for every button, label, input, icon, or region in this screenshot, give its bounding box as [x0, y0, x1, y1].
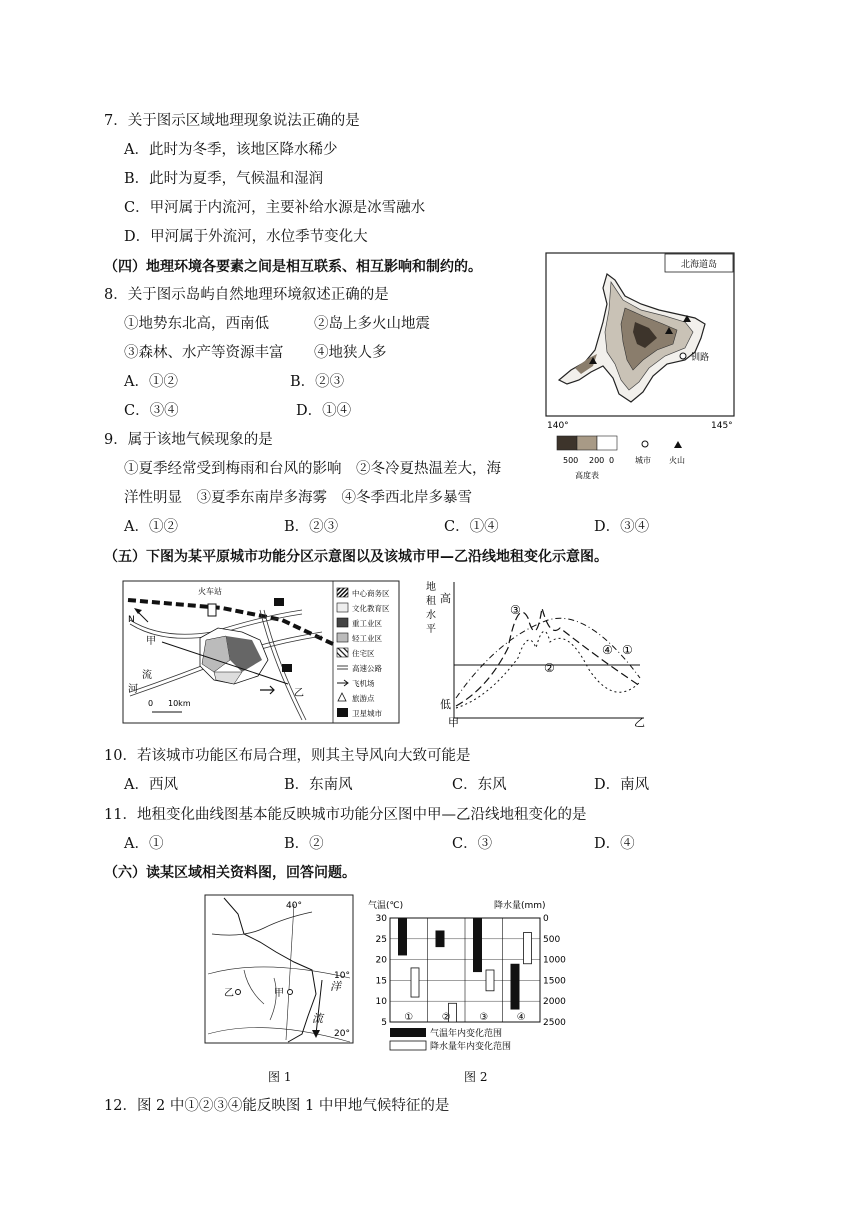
figure-2-caption: 图 2: [464, 1070, 488, 1084]
city-legend-label-6: 飞机场: [352, 679, 375, 688]
hokkaido-map-title: 北海道岛: [680, 260, 718, 270]
q11-option-d: D．④: [594, 836, 635, 852]
scale-km: 10km: [168, 699, 191, 708]
q8-statement-2: ②岛上多火山地震: [314, 316, 430, 332]
q7-option-a: A．此时为冬季，该地区降水稀少: [124, 142, 338, 158]
rent-ylabel-4: 平: [426, 624, 436, 635]
fig2-temp-tick-5: 5: [381, 1018, 387, 1028]
city-legend-label-4: 住宅区: [352, 649, 375, 658]
q9-stem: 9．属于该地气候现象的是: [104, 432, 273, 448]
fig2-temp-tick-4: 10: [375, 997, 387, 1008]
figure-1-caption: 图 1: [268, 1070, 292, 1084]
hokkaido-lon-left: 140°: [547, 421, 569, 431]
north-label: N: [128, 615, 135, 625]
fig2-temp-range-4: [511, 964, 520, 1010]
q11-stem: 11．地租变化曲线图基本能反映城市功能分区图中甲—乙沿线地租变化的是: [104, 807, 587, 823]
q7-option-d: D．甲河属于外流河，水位季节变化大: [124, 229, 368, 245]
q8-option-b: B．②③: [290, 374, 345, 390]
fig1-lat20: 20°: [334, 1029, 350, 1039]
fig2-station-label-3: ③: [479, 1012, 489, 1023]
q10-option-d: D．南风: [594, 777, 650, 793]
fig2-temp-range-1: [398, 918, 407, 955]
fig2-legend-temp: 气温年内变化范围: [430, 1029, 503, 1039]
q11-option-b: B．②: [284, 836, 324, 852]
q9-option-c: C．①④: [444, 519, 499, 535]
map-yi-label: 乙: [294, 688, 304, 699]
q10-option-c: C．东风: [452, 777, 507, 793]
city-legend-swatch-0: [337, 588, 348, 597]
fig1-yi: 乙: [224, 988, 234, 999]
q8-option-c: C．③④: [124, 403, 179, 419]
map-jia-label: 甲: [146, 636, 156, 647]
rent-x-end: 乙: [634, 716, 645, 729]
q12-stem: 12．图 2 中①②③④能反映图 1 中甲地气候特征的是: [104, 1098, 450, 1114]
fig2-temp-range-2: [436, 930, 445, 947]
q10-stem: 10．若该城市功能区布局合理，则其主导风向大致可能是: [104, 748, 471, 764]
section-5-heading: （五）下图为某平原城市功能分区示意图以及该城市甲—乙沿线地租变化示意图。: [104, 549, 608, 565]
q9-option-b: B．②③: [284, 519, 339, 535]
city-legend-label-2: 重工业区: [352, 619, 382, 628]
fig2-temp-label: 气温(℃): [368, 901, 404, 911]
fig2-temp-tick-3: 15: [375, 976, 387, 987]
city-legend-label-5: 高速公路: [352, 664, 382, 673]
rent-curve-label-2: ②: [544, 661, 555, 675]
city-legend-label-1: 文化教育区: [352, 604, 390, 613]
fig2-precip-label: 降水量(mm): [494, 901, 546, 911]
q11-option-c: C．③: [452, 836, 493, 852]
fig2-precip-tick-4: 2000: [543, 997, 566, 1008]
q11-option-a: A．①: [124, 836, 164, 852]
q9-statement-line1: ①夏季经常受到梅雨和台风的影响 ②冬冷夏热温差大，海: [124, 461, 501, 477]
fig2-temp-tick-1: 25: [375, 934, 387, 945]
fig2-precip-tick-5: 2500: [543, 1018, 566, 1028]
q7-option-c: C．甲河属于内流河，主要补给水源是冰雪融水: [124, 200, 426, 216]
q8-statement-4: ④地狭人多: [314, 345, 387, 361]
q8-option-d: D．①④: [296, 403, 352, 419]
satellite-town-icon-2: [282, 664, 292, 672]
rent-x-start: 甲: [448, 716, 459, 729]
hokkaido-legend-0: 0: [609, 456, 615, 465]
hokkaido-city-label: 钏路: [691, 353, 710, 363]
river-label-1: 流: [142, 670, 152, 681]
fig2-temp-range-3: [473, 918, 482, 972]
section-4-heading: （四）地理环境各要素之间是相互联系、相互影响和制约的。: [104, 259, 482, 275]
station-label: 火车站: [198, 587, 222, 596]
fig2-precip-tick-3: 1500: [543, 976, 566, 987]
figure-1-map: [204, 894, 354, 1044]
city-zone-map: [122, 580, 400, 724]
q9-option-a: A．①②: [124, 519, 178, 535]
fig2-station-label-2: ②: [441, 1012, 451, 1023]
city-symbol-icon: [642, 441, 648, 447]
q7-option-b: B．此时为夏季，气候温和湿润: [124, 171, 324, 187]
q10-option-b: B．东南风: [284, 777, 353, 793]
city-legend-swatch-1: [337, 603, 348, 612]
city-legend-label-0: 中心商务区: [352, 589, 390, 598]
fig1-jia: 甲: [274, 988, 284, 999]
hokkaido-legend-city: 城市: [635, 456, 651, 465]
city-legend-label-3: 轻工业区: [352, 634, 382, 643]
hokkaido-lon-right: 145°: [711, 421, 733, 431]
rent-high-label: 高: [440, 592, 451, 605]
city-legend-label-8: 卫星城市: [352, 709, 382, 718]
satellite-town-icon: [274, 598, 284, 606]
fig2-precip-range-4: [524, 933, 532, 964]
rent-ylabel-2: 租: [426, 596, 436, 607]
fig2-precip-range-1: [411, 968, 419, 997]
figure-2-chart: [366, 898, 566, 1058]
q8-statement-3: ③森林、水产等资源丰富: [124, 345, 284, 361]
fig2-precip-range-3: [486, 970, 494, 991]
hokkaido-legend-volcano: 火山: [669, 456, 685, 465]
q8-stem: 8．关于图示岛屿自然地理环境叙述正确的是: [104, 287, 389, 303]
q8-statement-1: ①地势东北高，西南低: [124, 316, 269, 332]
rent-ylabel-3: 水: [426, 610, 436, 621]
scale-zero: 0: [148, 699, 154, 708]
hokkaido-legend-200: 200: [589, 456, 605, 465]
q8-option-a: A．①②: [124, 374, 178, 390]
hokkaido-map: [545, 252, 735, 487]
rent-curve-3: [456, 608, 640, 706]
q9-option-d: D．③④: [594, 519, 650, 535]
satellite-town-legend-icon: [337, 708, 348, 717]
fig1-lat40: 40°: [286, 901, 302, 911]
city-legend-swatch-2: [337, 618, 348, 627]
rent-low-label: 低: [440, 698, 451, 711]
rent-curve-label-4: ④: [602, 643, 613, 657]
fig2-legend-precip: 降水量年内变化范围: [430, 1042, 512, 1052]
fig2-precip-tick-1: 500: [543, 934, 561, 945]
rent-ylabel-1: 地: [426, 582, 436, 593]
rent-curve-1: [456, 618, 640, 698]
city-legend-swatch-3: [337, 633, 348, 642]
hokkaido-legend-500: 500: [563, 456, 579, 465]
q9-statement-line2: 洋性明显 ③夏季东南岸多海雾 ④冬季西北岸多暴雪: [124, 490, 472, 506]
q10-option-a: A．西风: [124, 777, 178, 793]
city-legend-label-7: 旅游点: [352, 694, 375, 703]
volcano-symbol-icon: [674, 441, 682, 448]
fig2-station-label-1: ①: [404, 1012, 414, 1023]
river-label-2: 河: [128, 684, 138, 695]
rent-curve-label-1: ①: [622, 643, 633, 657]
city-legend-swatch-4: [337, 648, 348, 657]
fig1-liu: 流: [312, 1012, 323, 1025]
hokkaido-legend-height: 高度表: [575, 471, 599, 480]
q7-stem: 7．关于图示区域地理现象说法正确的是: [104, 113, 360, 129]
fig2-temp-tick-0: 30: [375, 914, 387, 924]
fig2-precip-tick-0: 0: [543, 914, 549, 924]
fig2-temp-tick-2: 20: [375, 955, 387, 966]
rent-curve-label-3: ③: [510, 603, 521, 617]
fig2-precip-tick-2: 1000: [543, 955, 566, 966]
fig1-yang: 洋: [330, 980, 341, 993]
fig1-lat10: 10°: [334, 971, 350, 981]
section-6-heading: （六）读某区域相关资料图，回答问题。: [104, 865, 356, 881]
fig2-station-label-4: ④: [516, 1012, 526, 1023]
rent-curve-chart: [418, 578, 650, 728]
